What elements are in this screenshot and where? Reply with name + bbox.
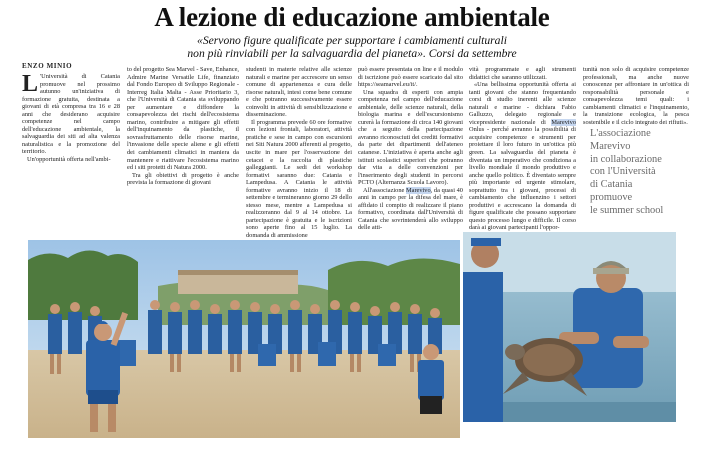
headline: A lezione di educazione ambientale xyxy=(154,2,550,32)
article-column-1 xyxy=(22,73,120,233)
pull-quote-line: in collaborazione xyxy=(590,153,662,165)
paragraph: studenti in materie relative alle scienze naturali e marine per accrescere un senso comune di appartenenza e cura delle risorse naturali, intesi come bene comune e che potranno successivamente essere coinvolti in attività di sensibilizzazione e disseminazione. xyxy=(246,66,352,119)
paragraph xyxy=(358,187,463,232)
text: , da quasi 40 anni in campo per la difesa del mare, è affidato il compito di realizzare il piano formativo, coordinata dall'Università di Catania che sovrintenderà allo sviluppo delle atti- xyxy=(358,186,463,232)
paragraph: può essere presentata on line e il modulo di iscrizione può essere scaricato dal sito https://seamarvel.eu/it/. xyxy=(358,66,463,89)
group-photo-image xyxy=(28,240,460,438)
article-column-6 xyxy=(583,66,689,126)
highlighted-word: Marevivo xyxy=(551,118,576,126)
paragraph: Tra gli obiettivi di progetto è anche prevista la formazione di giovani xyxy=(127,171,239,187)
text: Onlus - perché avranno la possibilità di acquisire competenze e strumenti per proiettare il loro futuro in un'ottica più green. La salvaguardia del pianeta è diventata un imperativo che condiziona a livello mondiale il mondo produttivo e anche quello politico. È diventato sempre più importante ed urgente stimolare, soprattutto tra i giovani, processi di cambiamento che influenzino i settori produttivi e accrescano la domanda di figure qualificate che possano supportare questo processo lungo e difficile. Il corso darà ai giovani partecipanti l'oppor- xyxy=(469,126,576,232)
pull-quote-line: le summer school xyxy=(590,204,664,216)
pull-quote-line: con l'Università xyxy=(590,166,656,178)
paragraph xyxy=(469,81,576,232)
subheadline-line-1: «Servono figure qualificate per supportare i cambiamenti culturali xyxy=(197,34,507,47)
subheadline-line-2: non più rinviabili per la salvaguardia del pianeta». Corsi da settembre xyxy=(187,47,517,60)
pull-quote-line: Marevivo xyxy=(590,140,631,152)
turtle-photo-image xyxy=(463,232,676,422)
turtle-photo xyxy=(463,232,676,422)
paragraph: Una squadra di esperti con ampia competenza nel campo dell'educazione ambientale, delle scienze naturali, della biologia marina e dell'escursionismo curerà la formazione di circa 140 giovani che a seguito della partecipazione avranno riconosciuti dei crediti formativi da parte dei dipartimenti dell'ateneo catanese. L'iniziativa è aperta anche agli istituti scolastici superiori che potranno dar vita a delle convenzioni per l'inserimento degli studenti in percorsi PCTO (Alternanza Scuola Lavoro). xyxy=(358,88,463,187)
article-column-5 xyxy=(469,66,576,238)
pull-quote-line: di Catania xyxy=(590,179,633,191)
highlighted-word: Marevivo xyxy=(405,186,431,194)
article-column-4 xyxy=(358,66,463,236)
text: «Una bellissima opportunità offerta ai tanti giovani che stanno frequentando corsi di studio inerenti alle scienze naturali e marine - dichiara Fabio Galluzzo, delegato regionale e vicepresidente nazionale di xyxy=(469,81,576,126)
paragraph: Un'opportunità offerta nell'ambi- xyxy=(27,156,111,164)
article-column-3 xyxy=(246,66,352,240)
paragraph: 'Università di Catania promuove nel prossimo autunno un'iniziativa di formazione gratuita, destinata a giovani di età compresa tra 16 e 28 anni che desiderano acquisire competenze nel campo dell'educazione ambientale, la salvaguardia dei siti ad alta valenza naturalistica e la promozione del territorio. xyxy=(22,73,120,156)
pull-quote-line: promuove xyxy=(590,191,633,203)
text: All'associazione xyxy=(363,186,406,194)
drop-cap: L xyxy=(22,71,39,97)
paragraph: vità programmate e agli strumenti didattici che saranno utilizzati. xyxy=(469,66,576,81)
pull-quote xyxy=(590,128,698,218)
byline: ENZO MINIO xyxy=(22,62,73,70)
group-photo xyxy=(28,240,460,438)
paragraph: tunità non solo di acquisire competenze professionali, ma anche nuove conoscenze per affrontare in un'ottica di responsabilità personale e consapevolezza temi quali: i cambiamenti climatici e l'inquinamento, la transizione ecologica, la pesca sostenibile e il ciclo integrato dei rifiuti». xyxy=(583,66,689,126)
article-column-2 xyxy=(127,66,239,236)
paragraph: to del progetto Sea Marvel - Save, Enhance, Admire Marine Versatile Life, finanziato dal Fondo Europeo di Sviluppo Regionale - Interreg Italia Malta - Asse Prioritario 3, che l'Università di Catania sta sviluppando per aumentare e diffondere la consapevolezza dei rischi dell'ecosistema marino, contribuire a mitigare gli effetti dell'inquinamento da plastiche, il sovrasfruttamento delle risorse marine, l'invasione delle specie aliene e gli effetti dei cambiamenti climatici in maniera da mantenere e riattivare l'ecosistema marino ed i siti protetti di Natura 2000. xyxy=(127,66,239,172)
pull-quote-line: L'associazione xyxy=(590,128,651,139)
paragraph: Il programma prevede 60 ore formative con lezioni frontali, laboratori, attività pratiche e sese in campo con escursioni nei Siti Natura 2000 afferenti al progetto, uscite in mare per l'osservazione dei cetacei e la raccolta di plastiche galleggianti. Le sedi dei workshop formativi saranno due: Catania e Lampedusa. A Catania le attività formative avranno inizio il 18 di settembre e termineranno giorno 29 dello stesso mese, mentre a Lampedusa si realizzeranno dal 9 al 14 ottobre. La partecipazione è gratuita e le iscrizioni sono aperte fino al 15 luglio. La domanda di ammissione xyxy=(246,118,352,240)
